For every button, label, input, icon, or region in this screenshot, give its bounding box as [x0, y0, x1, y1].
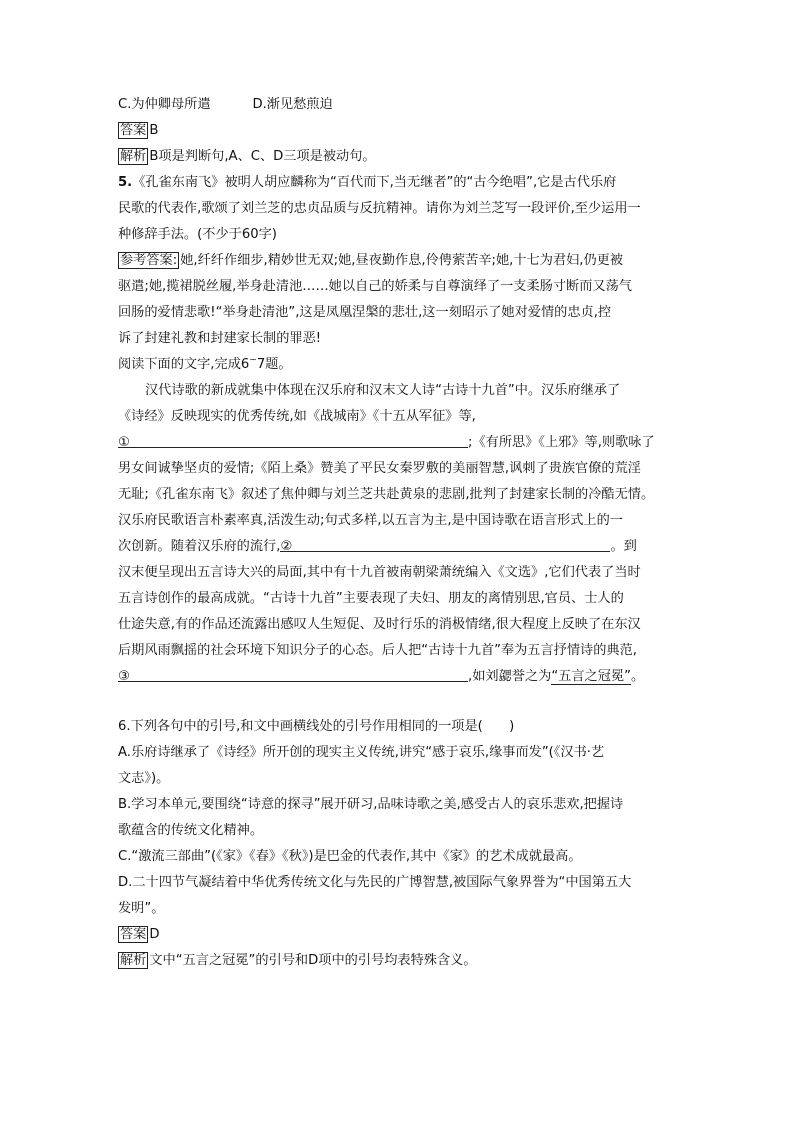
analysis-label: 解析 [120, 149, 147, 164]
q6-option-a-2: 文志》)。 [118, 771, 170, 786]
passage-line-1: 汉代诗歌的新成就集中体现在汉乐府和汉末文人诗“古诗十九首”中。汉乐府继承了 [145, 383, 621, 398]
analysis-text: B项是判断句,A、C、D三项是被动句。 [149, 149, 376, 164]
passage-line-2: 《诗经》反映现实的优秀传统,如《战城南》《十五从军征》等, [118, 409, 476, 424]
q6-option-a-1: A.乐府诗继承了《诗经》所开创的现实主义传统,讲究“感于哀乐,缘事而发”(《汉书·艺 [118, 745, 605, 760]
q5-line-1: 5.《孔雀东南飞》被明人胡应麟称为“百代而下,当无继者”的“古今绝唱”,它是古代乐府 [118, 175, 617, 190]
passage-line-5: 无耻;《孔雀东南飞》叙述了焦仲卿与刘兰芝共赴黄泉的悲剧,批判了封建家长制的冷酷无情。 [118, 487, 655, 502]
analysis-text: 文中“五言之冠冕”的引号和D项中的引号均表特殊含义。 [149, 953, 477, 968]
passage-line-9: 五言诗创作的最高成就。“古诗十九首”主要表现了夫妇、朋友的离情别思,官员、士人的 [118, 591, 624, 606]
q5-number: 5. [118, 175, 133, 190]
reading-instruction: 阅读下面的文字,完成6~7题。 [118, 355, 292, 372]
blank-1[interactable]: ① [118, 430, 468, 448]
passage-line-12: ③ ,如刘勰誉之为“五言之冠冕”。 [118, 664, 678, 690]
answer-label: 答案 [120, 927, 147, 942]
q6-answer [118, 922, 678, 948]
document-page [118, 92, 678, 974]
q4-analysis [118, 144, 678, 170]
q5-reference-line-3: 回肠的爱情悲歌!“举身赴清池”,这是凤凰涅槃的悲壮,这一刻昭示了她对爱情的忠贞,控 [118, 305, 612, 320]
q5-line-3: 种修辞手法。(不少于60字) [118, 227, 277, 242]
q6-option-c: C.“激流三部曲”(《家》《春》《秋》)是巴金的代表作,其中《家》的艺术成就最高。 [118, 849, 582, 864]
answer-value: D [149, 927, 160, 942]
q6-option-d-2: 发明”。 [118, 901, 165, 916]
q6-option-d-1: D.二十四节气凝结着中华优秀传统文化与先民的广博智慧,被国际气象界誉为“中国第五大 [118, 875, 632, 890]
blank-3[interactable]: ③ [118, 664, 468, 682]
q4-options [118, 92, 678, 118]
underlined-quote: “五言之冠冕” [551, 669, 631, 684]
q5-line-2: 民歌的代表作,歌颂了刘兰芝的忠贞品质与反抗精神。请你为刘兰芝写一段评价,至少运用一 [118, 201, 641, 216]
passage-line-4: 男女间诚挚坚贞的爱情;《陌上桑》赞美了平民女秦罗敷的美丽智慧,讽刺了贵族官僚的荒淫 [118, 461, 641, 476]
passage-line-10: 仕途失意,有的作品还流露出感叹人生短促、及时行乐的消极情绪,很大程度上反映了在东汉 [118, 617, 641, 632]
q6-option-b-1: B.学习本单元,要围绕“诗意的探寻”展开研习,品味诗歌之美,感受古人的哀乐悲欢,把握诗 [118, 797, 624, 812]
passage-line-8: 汉末便呈现出五言诗大兴的局面,其中有十九首被南朝梁萧统编入《文选》,它们代表了当时 [118, 565, 641, 580]
q6-analysis [118, 948, 678, 974]
option-c: C.为仲卿母所遣 [118, 97, 211, 112]
option-d: D.渐见愁煎迫 [252, 97, 333, 112]
passage-line-11: 后期风雨飘摇的社会环境下知识分子的心态。后人把“古诗十九首”奉为五言抒情诗的典范, [118, 643, 637, 658]
q6-stem: 6.下列各句中的引号,和文中画横线处的引号作用相同的一项是( ) [118, 719, 515, 734]
reference-label: 参考答案: [120, 253, 178, 268]
q5-reference-line-4: 诉了封建礼教和封建家长制的罪恶! [118, 331, 322, 346]
passage-line-6: 汉乐府民歌语言朴素率真,活泼生动;句式多样,以五言为主,是中国诗歌在语言形式上的一 [118, 513, 623, 528]
spacer [118, 690, 678, 714]
analysis-label: 解析 [120, 953, 147, 968]
blank-2[interactable]: ② [280, 534, 610, 552]
answer-value: B [149, 123, 159, 138]
q6-option-b-2: 歌蕴含的传统文化精神。 [118, 823, 264, 838]
passage-line-7: 次创新。随着汉乐府的流行,② 。到 [118, 534, 678, 560]
passage-line-3: ① ;《有所思》《上邪》等,则歌咏了 [118, 430, 678, 456]
answer-label: 答案 [120, 123, 147, 138]
q5-reference-answer: 参考答案: 她,纤纤作细步,精妙世无双;她,昼夜勤作息,伶俜萦苦辛;她,十七为君妇,仍更被 [120, 253, 624, 268]
q5-reference-line-2: 驱遣;她,揽裙脱丝履,举身赴清池……她以自己的娇柔与自尊演绎了一支柔肠寸断而又荡气 [118, 279, 632, 294]
q4-answer [118, 118, 678, 144]
